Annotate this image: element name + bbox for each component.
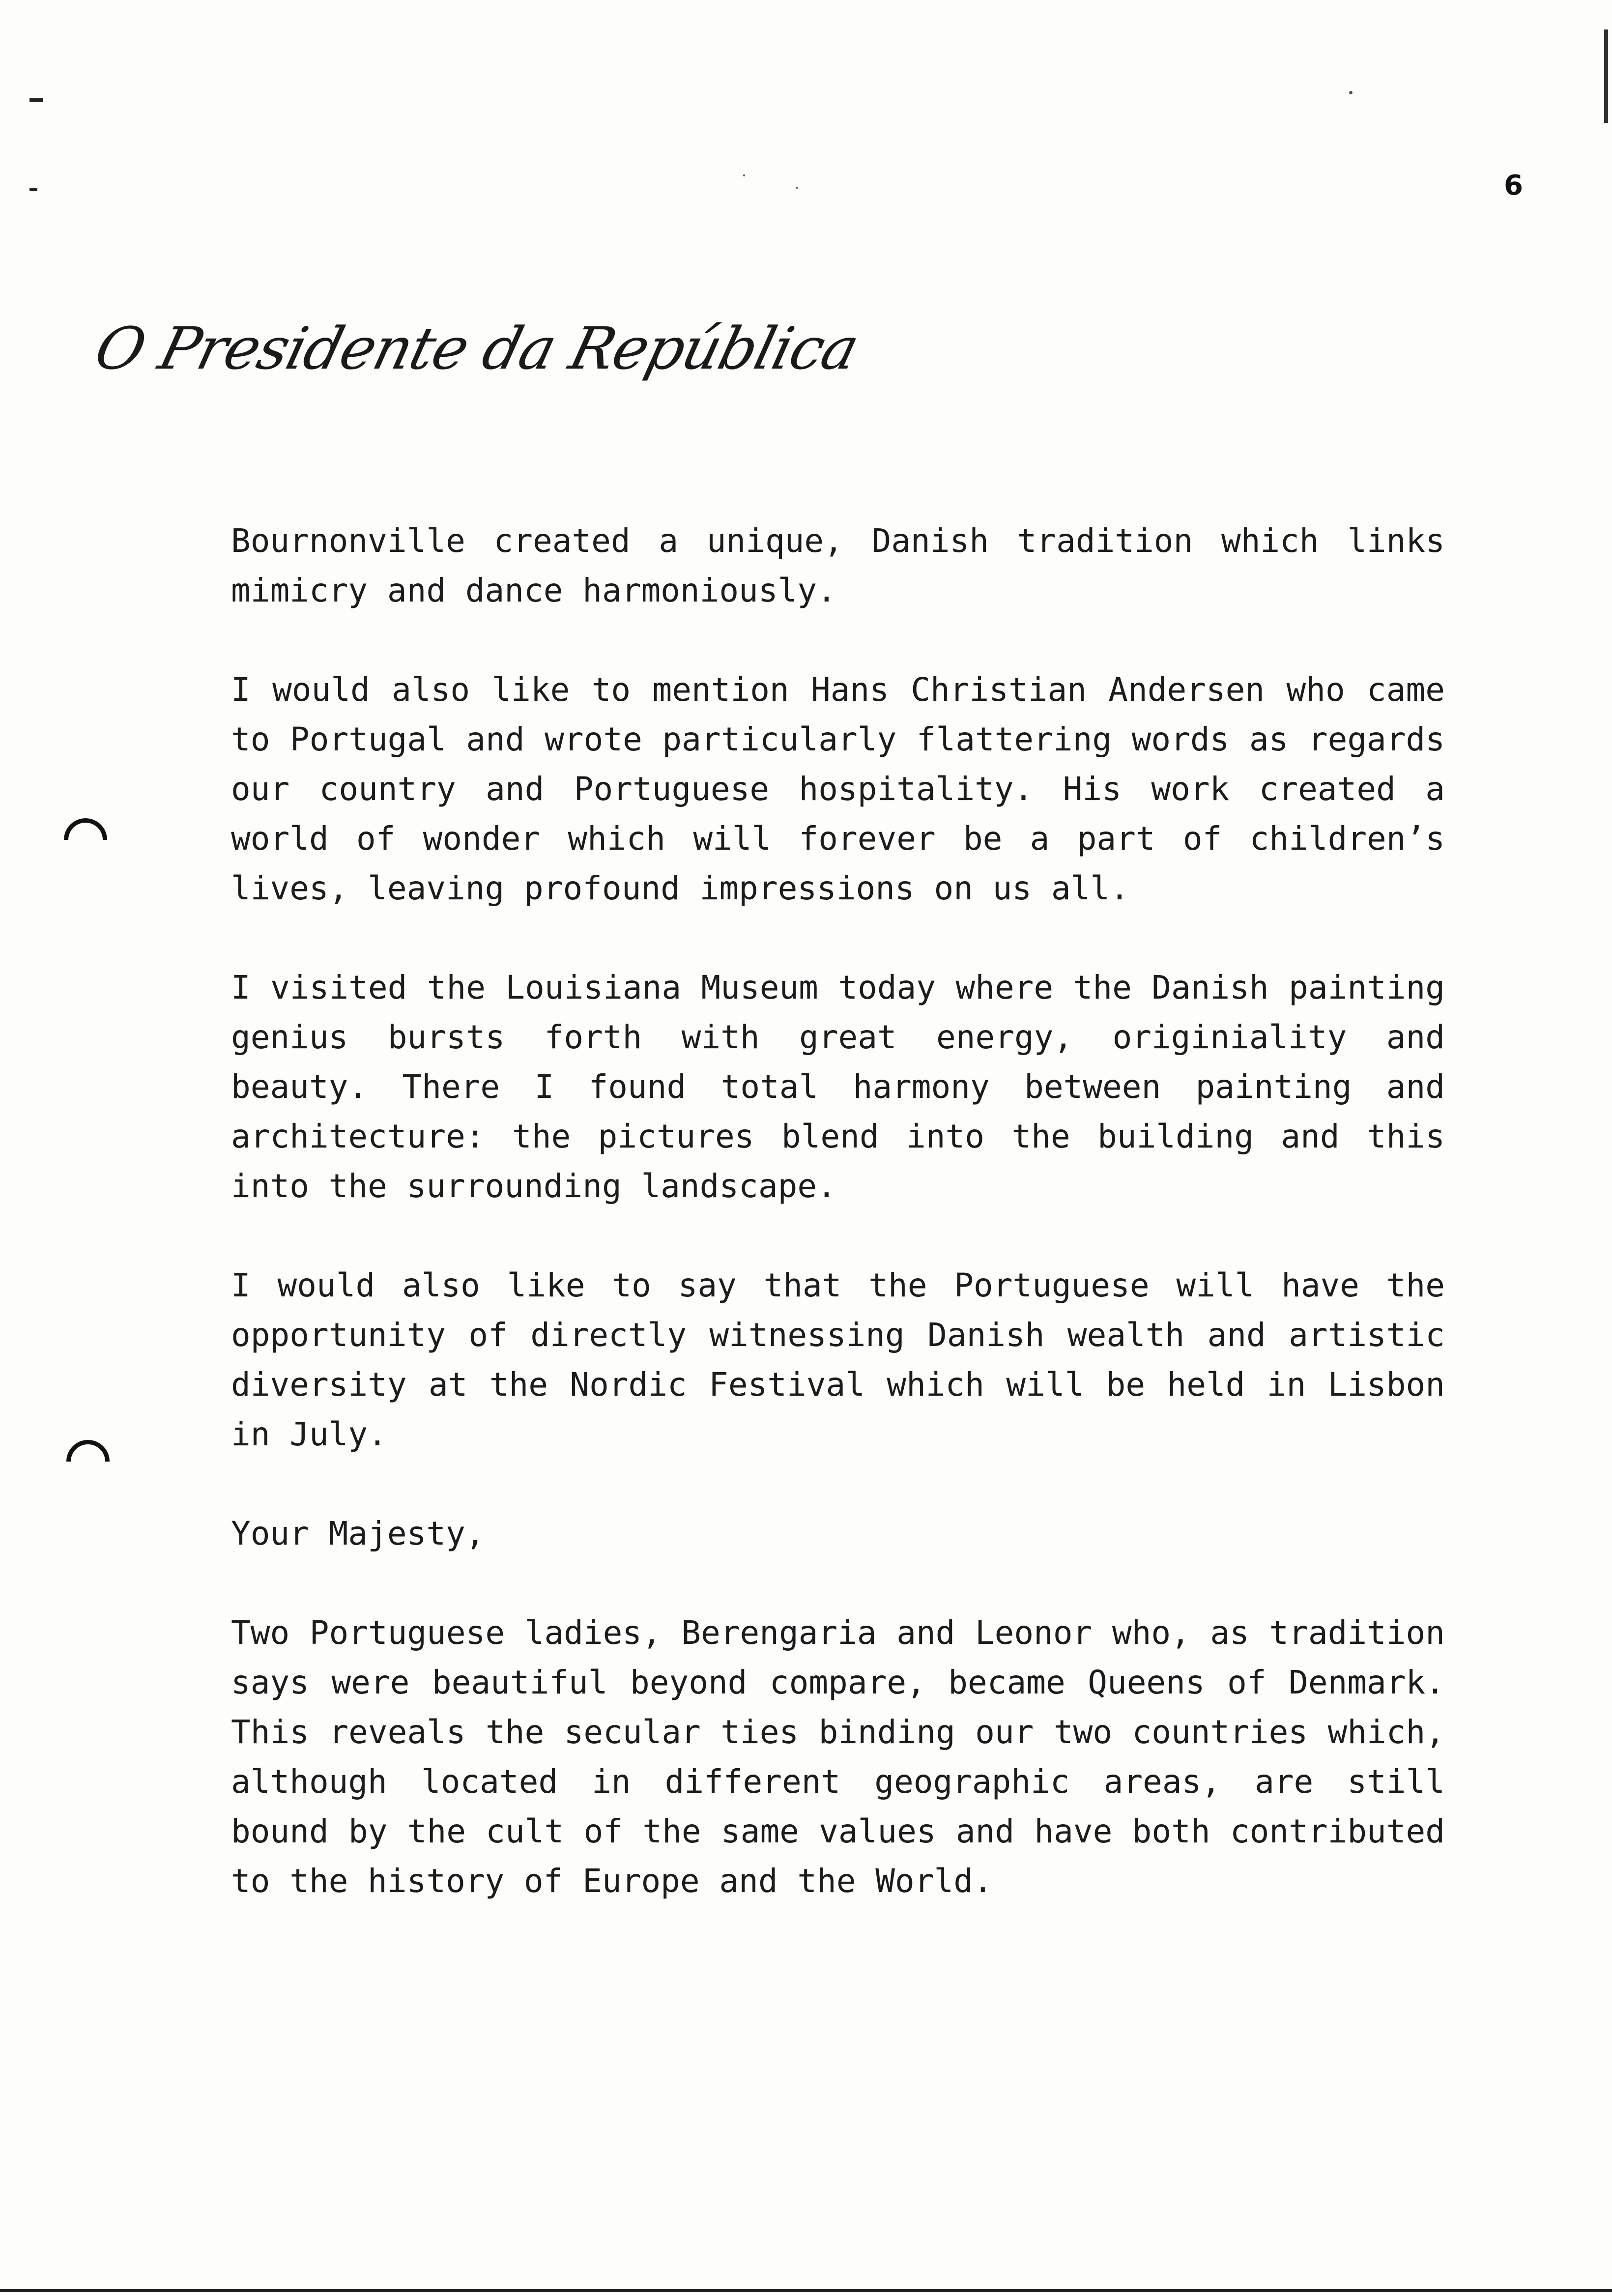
scan-speck — [1349, 91, 1353, 94]
paragraph: I would also like to say that the Portuguese will have the opportunity of directly witnessing Danish wealth and artistic diversity at the Nordic Festival which will be held in Lisbon in July. — [231, 1266, 1445, 1453]
scan-speck — [796, 187, 798, 189]
paragraph: I would also like to mention Hans Christian Andersen who came to Portugal and wrote particularly flattering words as regards our country and Portuguese hospitality. His work created a world of wonder which will forever be a part of children’s lives, leaving profound impressions on us all. — [231, 671, 1445, 907]
paragraph: I visited the Louisiana Museum today where the Danish painting genius bursts forth with great energy, originiality and beauty. There I found total harmony between painting and architecture: the pictures blend into the building and this into the surrounding landscape. — [231, 969, 1445, 1205]
paragraph: Two Portuguese ladies, Berengaria and Leonor who, as tradition says were beautiful beyond compare, became Queens of Denmark. This reveals the secular ties binding our two countries which, although located in different geographic areas, are still bound by the cult of the same values and have both contributed to the history of Europe and the World. — [231, 1614, 1445, 1900]
page-number: 6 — [1504, 170, 1523, 201]
scan-speck — [743, 174, 745, 176]
paragraph: Bournonville created a unique, Danish tradition which links mimicry and dance harmoniously. — [231, 522, 1445, 609]
letterhead-title: O Presidente da República — [88, 315, 865, 382]
punch-hole-mark — [55, 809, 116, 870]
scan-mark — [29, 98, 43, 102]
scan-mark — [29, 188, 37, 191]
punch-hole-mark — [58, 1431, 118, 1492]
bottom-edge-line — [0, 2289, 1612, 2292]
letter-body — [231, 516, 1445, 1955]
salutation: Your Majesty, — [231, 1515, 485, 1552]
scan-edge-mark — [1604, 29, 1608, 123]
